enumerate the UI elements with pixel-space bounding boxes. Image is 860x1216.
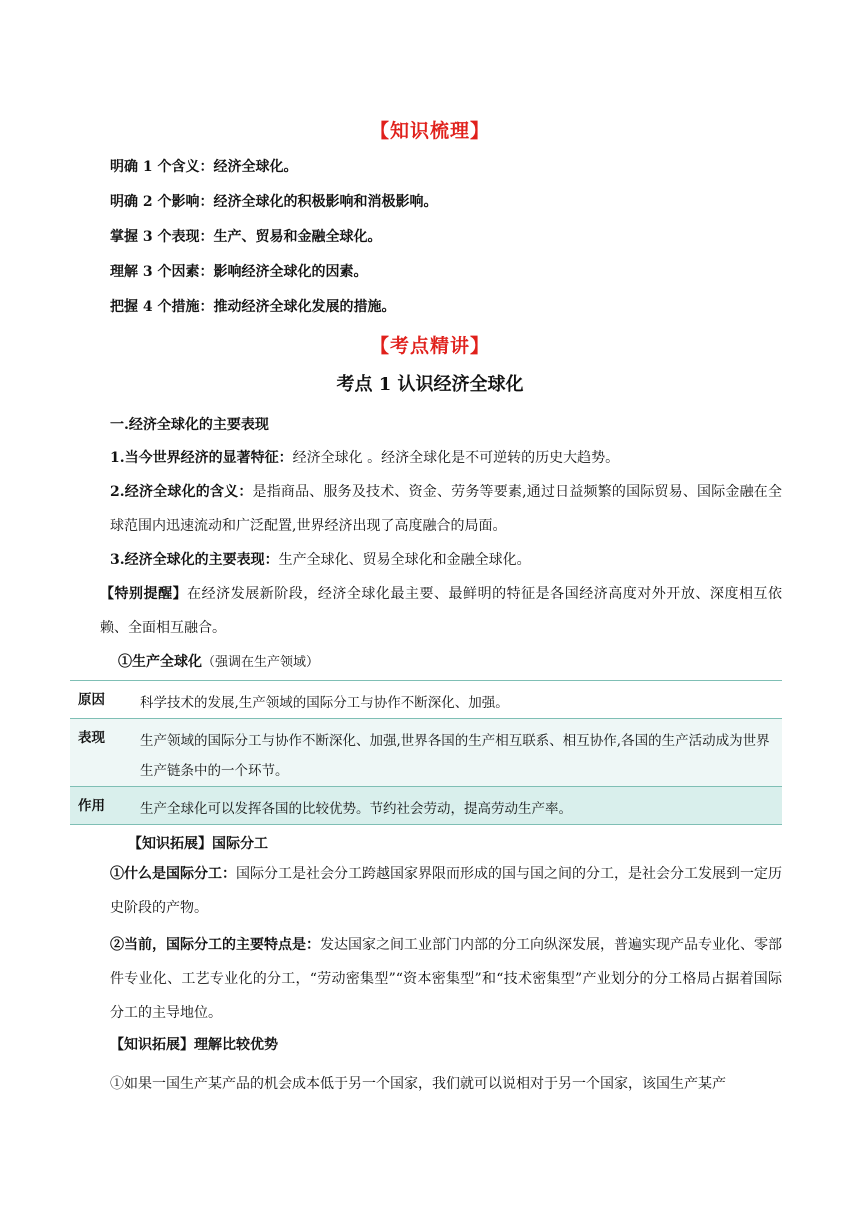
ext1-q1-text: 国际分工是社会分工跨越国家界限而形成的国与国之间的分工，是社会分工发展到一定历史阶段的产物。 — [110, 866, 782, 916]
extension-2-text: ①如果一国生产某产品的机会成本低于另一个国家，我们就可以说相对于另一个国家，该国生产某产 — [110, 1076, 726, 1092]
special-reminder — [100, 577, 782, 645]
table-value: 生产领域的国际分工与协作不断深化、加强,世界各国的生产相互联系、相互协作,各国的生产活动成为世界生产链条中的一个环节。 — [130, 719, 782, 787]
overview-line-1: 明确 1 个含义：经济全球化。 — [110, 159, 298, 175]
extension-1-q1 — [110, 857, 782, 925]
production-table — [70, 680, 782, 825]
heading-key-points: 【考点精讲】 — [369, 335, 490, 357]
table-value: 科学技术的发展,生产领域的国际分工与协作不断深化、加强。 — [130, 681, 782, 719]
point-3-text: 生产全球化、贸易全球化和金融全球化。 — [278, 552, 531, 568]
table-key: 作用 — [70, 787, 130, 825]
point-1-text: 经济全球化 。经济全球化是不可逆转的历史大趋势。 — [292, 450, 620, 466]
heading-knowledge-overview: 【知识梳理】 — [369, 120, 490, 142]
topic-title: 考点 1 认识经济全球化 — [336, 374, 524, 395]
reminder-text: 在经济发展新阶段，经济全球化最主要、最鲜明的特征是各国经济高度对外开放、深度相互依赖、全面相互融合。 — [100, 586, 783, 636]
extension-2-title: 【知识拓展】理解比较优势 — [110, 1037, 278, 1053]
ext1-q2-label: ②当前，国际分工的主要特点是： — [110, 937, 320, 953]
overview-line-2: 明确 2 个影响：经济全球化的积极影响和消极影响。 — [110, 194, 438, 210]
point-3-label: 3.经济全球化的主要表现： — [110, 552, 279, 568]
production-globalization — [118, 645, 790, 680]
point-2-text: 是指商品、服务及技术、资金、劳务等要素,通过日益频繁的国际贸易、国际金融在全球范围内迅速流动和广泛配置,世界经济出现了高度融合的局面。 — [110, 484, 782, 534]
point-2 — [110, 475, 782, 543]
overview-line-5: 把握 4 个措施：推动经济全球化发展的措施。 — [110, 299, 396, 315]
ext1-q1-label: ①什么是国际分工： — [110, 866, 236, 882]
section-title: 一.经济全球化的主要表现 — [110, 417, 269, 433]
overview-line-3: 掌握 3 个表现：生产、贸易和金融全球化。 — [110, 229, 382, 245]
production-label: ①生产全球化 — [118, 654, 202, 670]
overview-line-4: 理解 3 个因素：影响经济全球化的因素。 — [110, 264, 368, 280]
table-row — [70, 787, 782, 825]
table-row — [70, 681, 782, 719]
table-key: 原因 — [70, 681, 130, 719]
reminder-label: 【特别提醒】 — [100, 586, 188, 602]
production-note: （强调在生产领域） — [202, 655, 320, 670]
point-1 — [110, 441, 782, 475]
point-1-label: 1.当今世界经济的显著特征： — [110, 450, 293, 466]
point-3 — [110, 543, 782, 577]
extension-1-q2 — [110, 928, 782, 1030]
point-2-label: 2.经济全球化的含义： — [110, 484, 253, 500]
table-row — [70, 719, 782, 787]
extension-1-title: 【知识拓展】国际分工 — [128, 836, 268, 852]
ext1-q2-text: 发达国家之间工业部门内部的分工向纵深发展，普遍实现产品专业化、零部件专业化、工艺专业化的分工，“劳动密集型”“资本密集型”和“技术密集型”产业划分的分工格局占据着国际分工的主导地位。 — [110, 937, 782, 1021]
table-key: 表现 — [70, 719, 130, 787]
table-value: 生产全球化可以发挥各国的比较优势。节约社会劳动，提高劳动生产率。 — [130, 787, 782, 825]
